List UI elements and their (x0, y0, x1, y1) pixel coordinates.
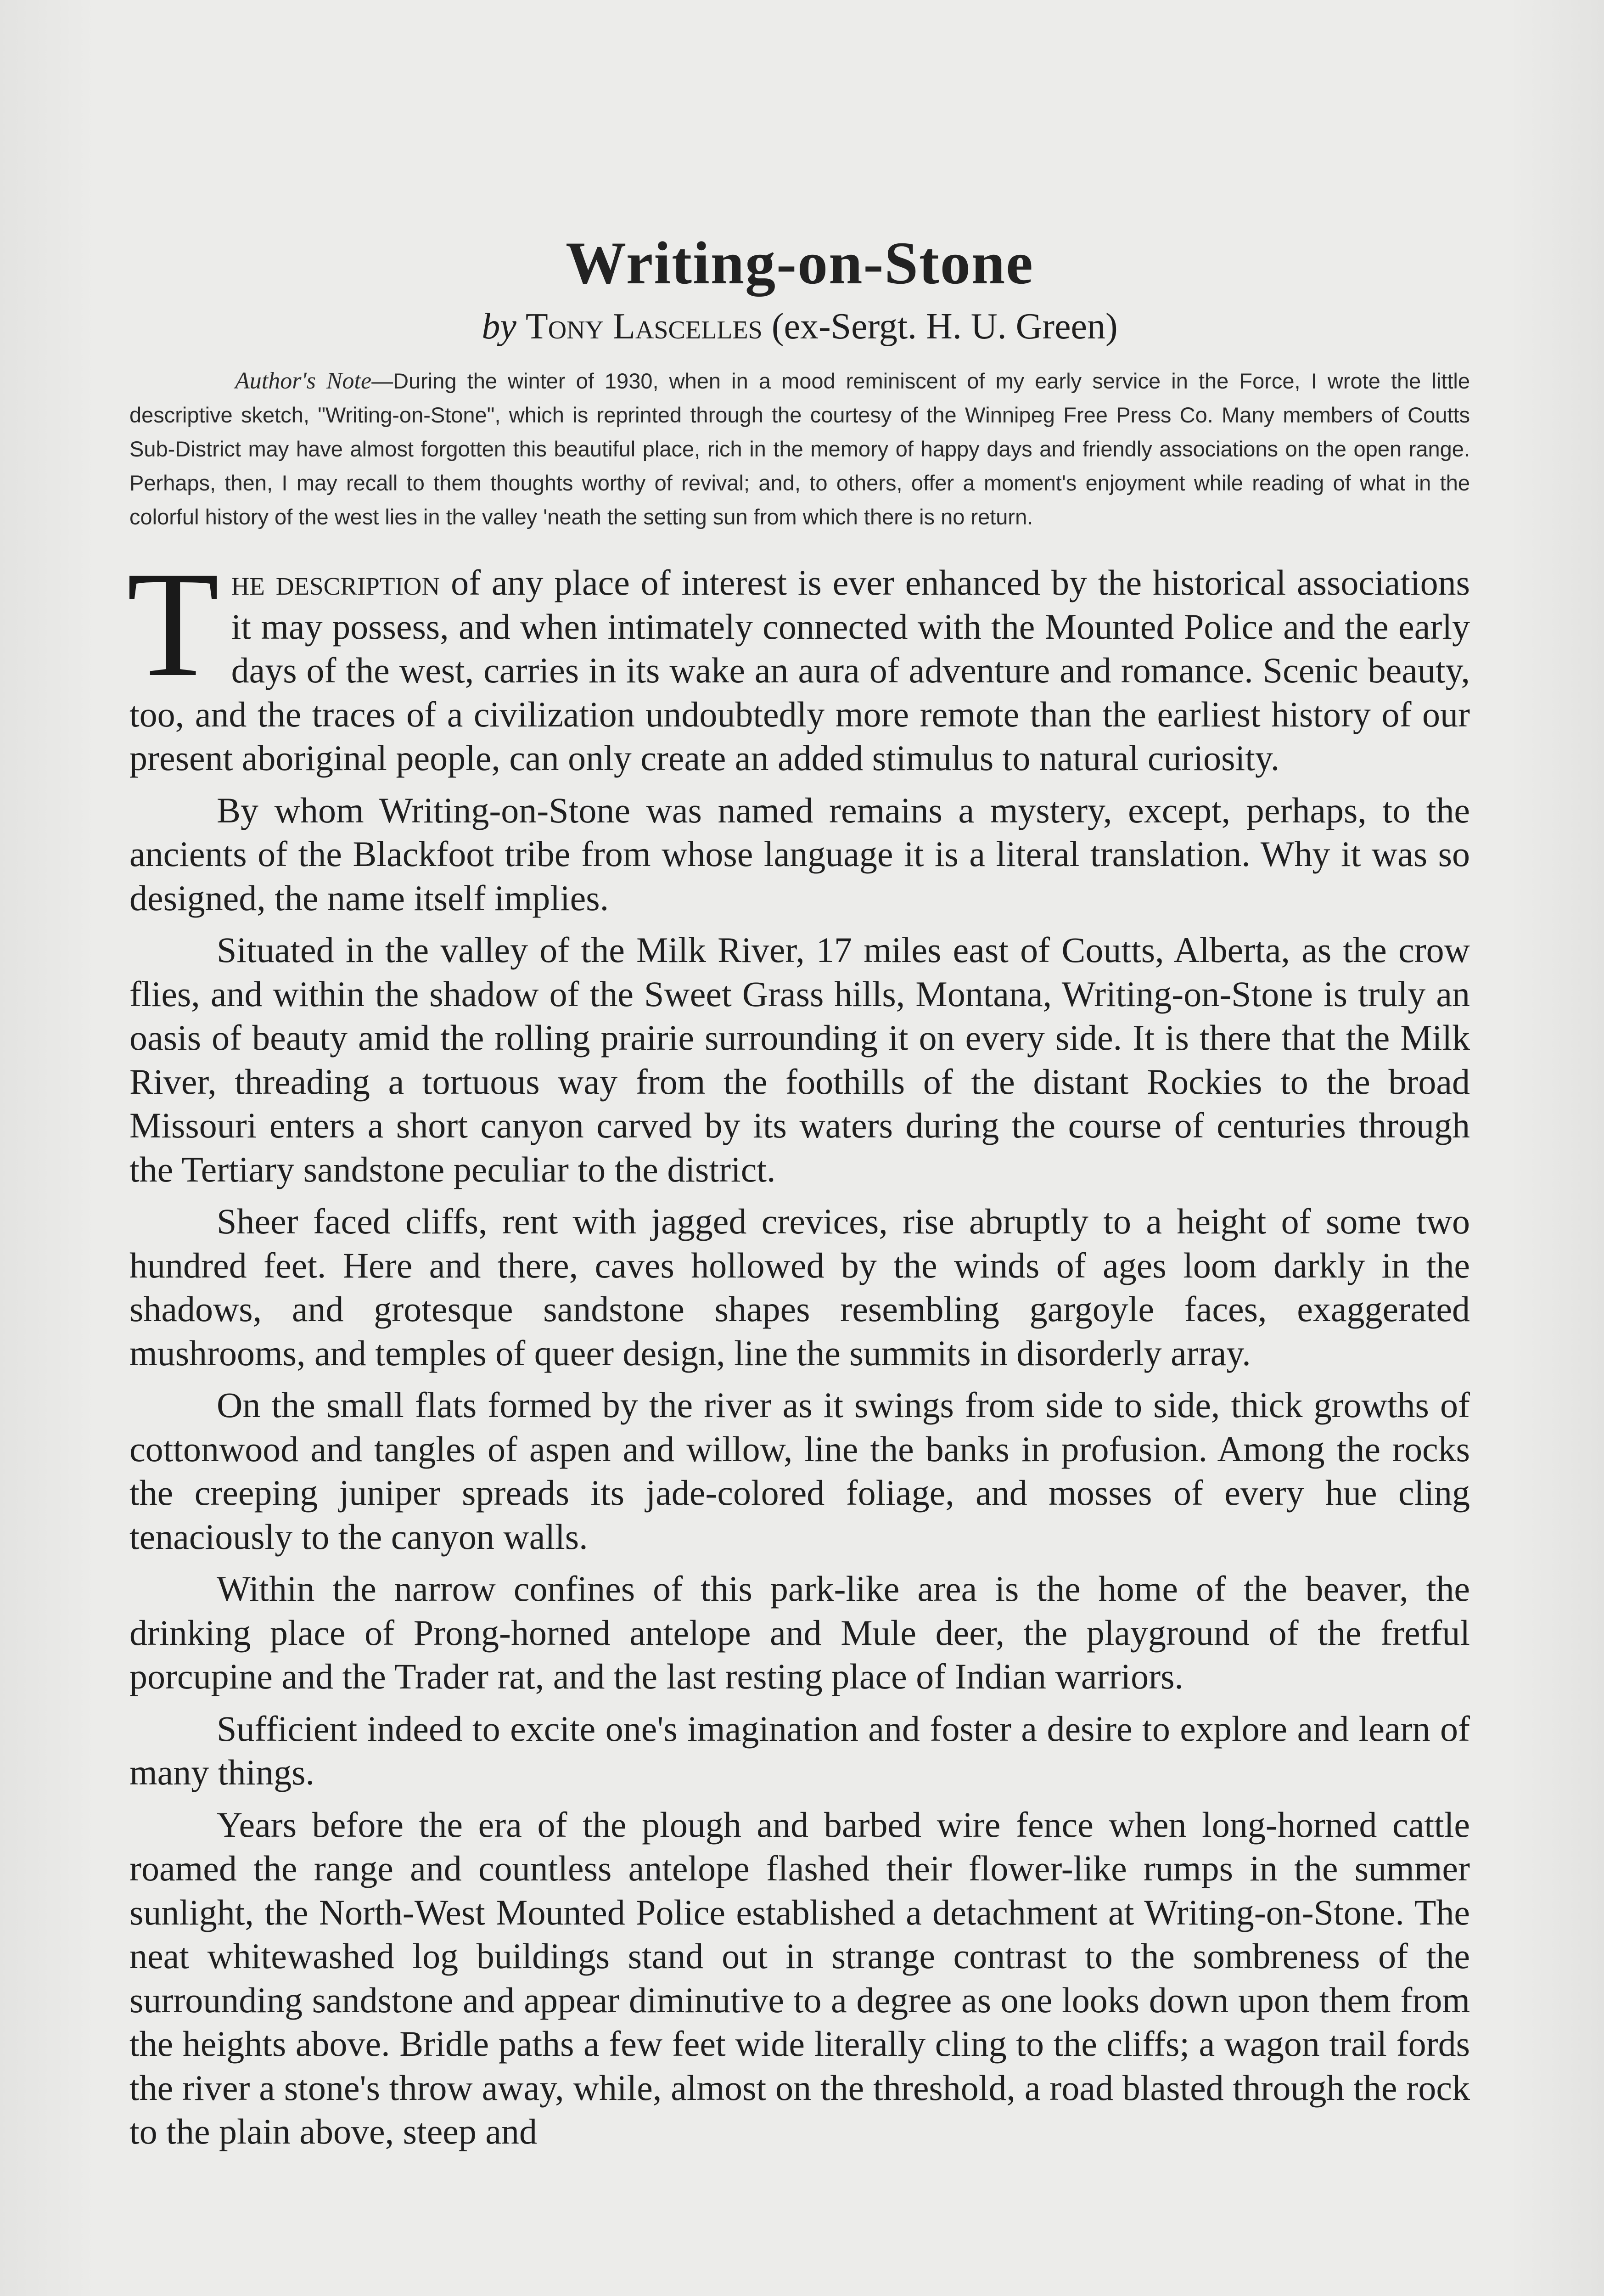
paragraph-7: Sufficient indeed to excite one's imagination and foster a desire to explore and learn of many things. (129, 1708, 1470, 1793)
paragraph-2: By whom Writing-on-Stone was named remains a mystery, except, perhaps, to the ancients of the Blackfoot tribe from whose language it is a literal translation. Why it was so designed, the name itself implies. (129, 790, 1470, 918)
paragraph-5: On the small flats formed by the river as it swings from side to side, thick growths of cottonwood and tangles of aspen and willow, line the banks in profusion. Among the rocks the creeping juniper spreads its jade-colored foliage, and mosses of every hue cling tenaciously to the canyon walls. (129, 1385, 1470, 1557)
paragraph-3: Situated in the valley of the Milk River, 17 miles east of Coutts, Alberta, as the crow flies, and within the shadow of the Sweet Grass hills, Montana, Writing-on-Stone is truly an oasis of beauty amid the rolling prairie surrounding it on every side. It is there that the Milk River, threading a tortuous way from the foothills of the distant Rockies to the broad Missouri enters a short canyon carved by its waters during the course of centuries through the Tertiary sandstone peculiar to the district. (129, 930, 1470, 1189)
paragraph-6: Within the narrow confines of this park-like area is the home of the beaver, the drinking place of Prong-horned antelope and Mule deer, the playground of the fretful porcupine and the Trader rat, and the last resting place of Indian warriors. (129, 1569, 1470, 1697)
byline-author-name: Tony Lascelles (525, 306, 763, 347)
drop-cap: T (127, 540, 219, 709)
article-title: Writing-on-Stone (566, 229, 1034, 297)
paragraph-8: Years before the era of the plough and barbed wire fence when long-horned cattle roamed the range and countless antelope flashed their flower-like rumps in the summer sunlight, the North-West Mounted Police established a detachment at Writing-on-Stone. The neat whitewashed log buildings stand out in strange contrast to the sombreness of the surrounding sandstone and appear diminutive to a degree as one looks down upon them from the heights above. Bridle paths a few feet wide literally cling to the cliffs; a wagon trail fords the river a stone's throw away, while, almost on the threshold, a road blasted through the rock to the plain above, steep and (129, 1804, 1470, 2152)
lead-in-caps: he description (231, 563, 440, 603)
authors-note-label: Author's Note (235, 368, 372, 394)
paragraph-1 (127, 540, 1470, 780)
authors-note (129, 364, 1470, 534)
article-body (127, 540, 1470, 2154)
paragraph-1-text: of any place of interest is ever enhanced by the historical associations it may possess, and when intimately connected with the Mounted Police and the early days of the west, carries in its wake an aura of adventure and romance. Scenic beauty, too, and the traces of a civilization undoubtedly more remote than the earliest history of our present aboriginal people, can only create an added stimulus to natural curiosity. (129, 563, 1470, 778)
byline-by: by (482, 306, 516, 347)
article-column (129, 230, 1470, 2162)
paragraph-4: Sheer faced cliffs, rent with jagged crevices, rise abruptly to a height of some two hundred feet. Here and there, caves hollowed by the winds of ages loom darkly in the shadows, and grotesque sandstone shapes resembling gargoyle faces, exaggerated mushrooms, and temples of queer design, line the summits in disorderly array. (129, 1201, 1470, 1373)
byline-author-detail: (ex-Sergt. H. U. Green) (762, 306, 1118, 347)
authors-note-text: —During the winter of 1930, when in a mood reminiscent of my early service in the Force, I wrote the little descriptive sketch, "Writing-on-Stone", which is reprinted through the courtesy of the Winnipeg Free Press Co. Many members of Coutts Sub-District may have almost forgotten this beautiful place, rich in the memory of happy days and friendly associations on the open range. Perhaps, then, I may recall to them thoughts worthy of revival; and, to others, offer a moment's enjoyment while reading of what in the colorful history of the west lies in the valley 'neath the setting sun from which there is no return. (129, 369, 1470, 529)
article-byline (129, 304, 1470, 349)
